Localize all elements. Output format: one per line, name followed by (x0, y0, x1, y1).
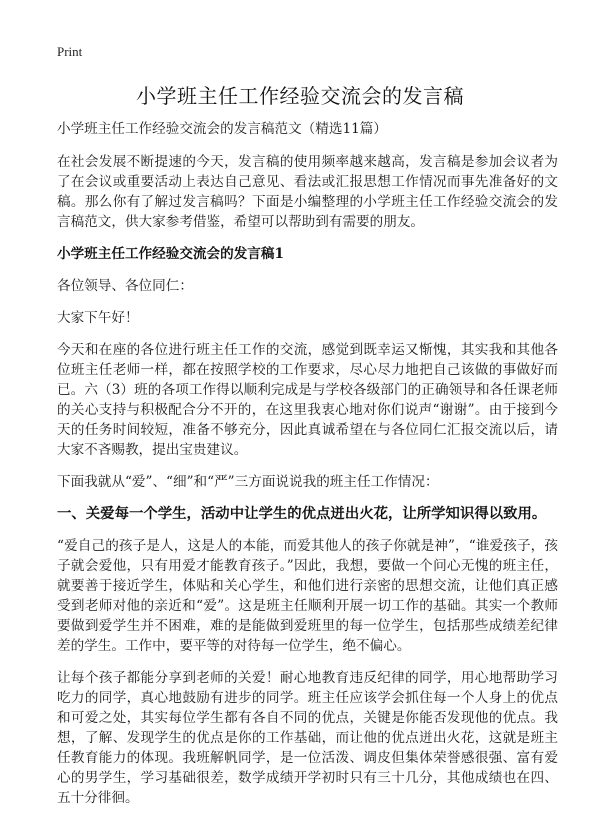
intro-paragraph: 在社会发展不断提速的今天，发言稿的使用频率越来越高，发言稿是参加会议者为了在会议或重要活动上表达自己意见、看法或汇报思想工作情况而事先准备好的文稿。那么你有了解过发言稿吗？下面是小编整理的小学班主任工作经验交流会的发言稿范文，供大家参考借鉴，希望可以帮助到有需要的朋友。 (57, 154, 558, 230)
document-body (57, 119, 558, 820)
paragraph-exchange: 今天和在座的各位进行班主任工作的交流，感觉到既幸运又惭愧，其实我和其他各位班主任老师一样，都在按照学校的工作要求，尽心尽力地把自己该做的事做好而已。六（3）班的各项工作得以顺利完成是与学校各级部门的正确领导和各任课老师的关心支持与积极配合分不开的，在这里我衷心地对你们说声“谢谢”。由于接到今天的任务时间较短，准备不够充分，因此真诚希望在与各位同仁汇报交流以后，请大家不吝赐教，提出宝贵建议。 (57, 342, 558, 458)
document-subtitle: 小学班主任工作经验交流会的发言稿范文（精选11篇） (57, 121, 387, 137)
document-title: 小学班主任工作经验交流会的发言稿 (136, 84, 464, 108)
greeting-leaders: 各位领导、各位同仁： (57, 278, 193, 294)
paragraph-three-aspects: 下面我就从“爱”、“细”和“严”三方面说说我的班主任工作情况： (57, 474, 439, 490)
paragraph-share-care: 让每个孩子都能分享到老师的关爱！耐心地教育违反纪律的同学，用心地帮助学习吃力的同学，真心地鼓励有进步的同学。班主任应该学会抓住每一个人身上的优点和可爱之处，其实每位学生都有各自不同的优点，关键是你能否发现他的优点。我想，了解、发现学生的优点是你的工作基础，而让他的优点迸出火花，这就是班主任教育能力的体现。我班解帆同学，是一位活泼、调皮但集体荣誉感很强、富有爱心的男学生，学习基础很差，数学成绩开学初时只有三十几分，其他成绩也在四、五十分徘徊。 (57, 670, 558, 806)
greeting-afternoon: 大家下午好！ (57, 310, 139, 326)
section-heading-1: 小学班主任工作经验交流会的发言稿1 (57, 246, 284, 262)
point-heading-1: 一、关爱每一个学生，活动中让学生的优点迸出火花，让所学知识得以致用。 (57, 505, 547, 522)
print-link[interactable]: Print (57, 44, 83, 59)
paragraph-love-children: “爱自己的孩子是人，这是人的本能，而爱其他人的孩子你就是神”，“谁爱孩子，孩子就会爱他，只有用爱才能教育孩子。”因此，我想，要做一个问心无愧的班主任，就要善于接近学生，体贴和关心学生，和他们进行亲密的思想交流，让他们真正感受到老师对他的亲近和“爱”。这是班主任顺利开展一切工作的基础。其实一个教师要做到爱学生并不困难，难的是能做到爱班里的每一位学生，包括那些成绩差纪律差的学生。工作中，要平等的对待每一位学生，绝不偏心。 (57, 538, 558, 654)
